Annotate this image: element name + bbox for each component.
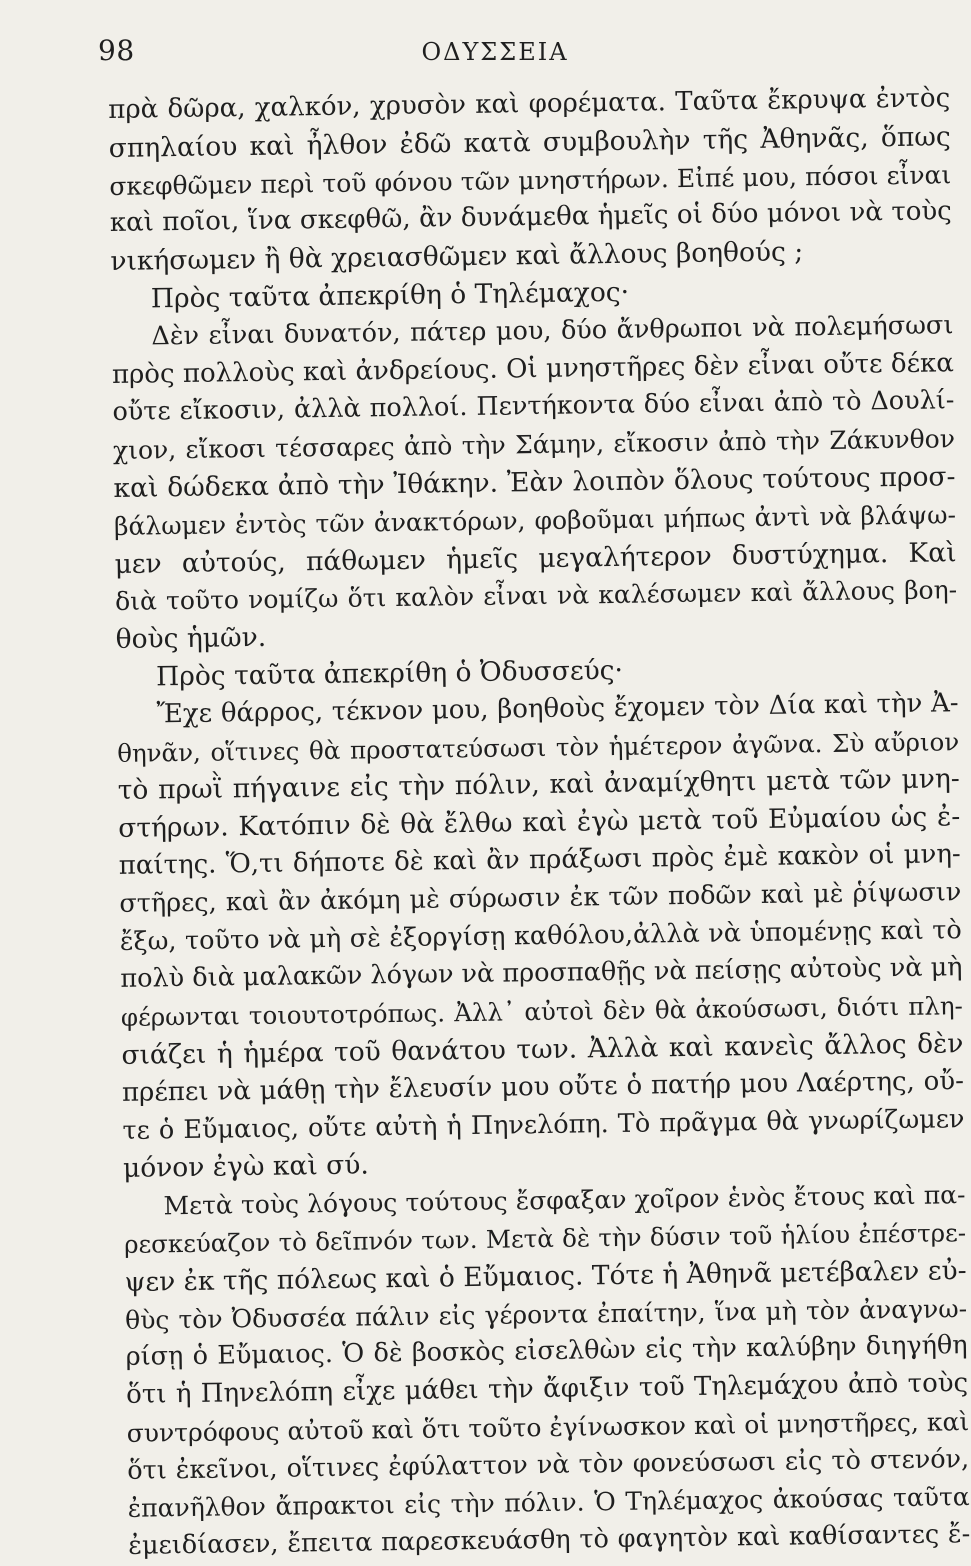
- text-line: συντρόφους αὐτοῦ καὶ ὅτι τοῦτο ἐγίνωσκον καὶ οἱ μνηστῆρες, καὶ: [126, 1406, 970, 1448]
- text-line: διὰ τοῦτο νομίζω ὅτι καλὸν εἶναι νὰ καλέσωμεν καὶ ἄλλους βοη-: [114, 575, 958, 617]
- text-line: ἐμειδίασεν, ἔπειτα παρεσκευάσθη τὸ φαγητὸν καὶ καθίσαντες ἔ-: [128, 1519, 971, 1562]
- running-title: ΟΔΥΣΣΕΙΑ: [421, 38, 569, 66]
- text-line: πρὸς πολλοὺς καὶ ἀνδρείους. Οἱ μνηστῆρες δὲν εἶναι οὔτε δέκα: [111, 347, 955, 390]
- text-line: παίτης. Ὅ,τι δήποτε δὲ καὶ ἂν πράξωσι πρὸς ἐμὲ κακὸν οἱ μνη-: [118, 839, 961, 881]
- text-line: ἔξω, τοῦτο νὰ μὴ σὲ ἐξοργίσῃ καθόλου,ἀλλὰ νὰ ὑπομένῃς καὶ τὸ: [119, 914, 962, 957]
- text-line: θηνᾶν, οἵτινες θὰ προστατεύσωσι τὸν ἡμέτερον ἀγῶνα. Σὺ αὔριον: [117, 726, 960, 768]
- text-line: στῆρες, καὶ ἂν ἀκόμη μὲ σύρωσιν ἐκ τῶν ποδῶν καὶ μὲ ῥίψωσιν: [119, 876, 962, 919]
- text-line: βάλωμεν ἐντὸς τῶν ἀνακτόρων, φοβοῦμαι μήπως ἀντὶ νὰ βλάψω-: [113, 499, 957, 541]
- text-line: ὅτι ἐκεῖνοι, οἵτινες ἐφύλαττον νὰ τὸν φονεύσωσι εἰς τὸ στενόν,: [127, 1443, 970, 1486]
- text-line: στήρων. Κατόπιν δὲ θὰ ἔλθω καὶ ἐγὼ μετὰ τοῦ Εὐμαίου ὡς ἐ-: [118, 801, 961, 845]
- text-line: καὶ δώδεκα ἀπὸ τὴν Ἰθάκην. Ἐὰν λοιπὸν ὅλους τούτους προσ-: [113, 461, 956, 504]
- text-line: ψεν ἐκ τῆς πόλεως καὶ ὁ Εὔμαιος. Τότε ἡ Ἀθηνᾶ μετέβαλεν εὐ-: [124, 1254, 967, 1298]
- text-line: Πρὸς ταῦτα ἀπεκρίθη ὁ Τηλέμαχος·: [150, 276, 630, 315]
- text-line: μεν αὐτούς, πάθωμεν ἡμεῖς μεγαλήτερον δυστύχημα. Καὶ: [114, 536, 957, 580]
- text-line: τὸ πρωῒ πήγαινε εἰς τὴν πόλιν, καὶ ἀναμίχθητι μετὰ τῶν μνη-: [117, 763, 960, 807]
- body-text: [108, 80, 970, 1566]
- text-line: ὅτι ἡ Πηνελόπη εἶχε μάθει τὴν ἄφιξιν τοῦ Τηλεμάχου ἀπὸ τοὺς: [125, 1368, 969, 1410]
- text-line: πρὰ δῶρα, χαλκόν, χρυσὸν καὶ φορέματα. Ταῦτα ἔκρυψα ἐντὸς: [108, 83, 951, 125]
- text-line: ρεσκεύαζον τὸ δεῖπνόν των. Μετὰ δὲ τὴν δύσιν τοῦ ἡλίου ἐπέστρε-: [123, 1218, 967, 1259]
- text-line: Μετὰ τοὺς λόγους τούτους ἔσφαξαν χοῖρον ἑνὸς ἔτους καὶ πα-: [163, 1180, 966, 1221]
- text-line: φέρωνται τοιουτοτρόπως. Ἀλλ᾿ αὐτοὶ δὲν θὰ ἀκούσωσι, διότι πλη-: [120, 991, 964, 1033]
- text-line: σκεφθῶμεν περὶ τοῦ φόνου τῶν μνηστήρων. Εἰπέ μου, πόσοι εἶναι: [109, 159, 952, 201]
- text-line: νικήσωμεν ἢ θὰ χρειασθῶμεν καὶ ἄλλους βοηθούς ;: [110, 236, 804, 278]
- text-line: οὔτε εἴκοσιν, ἀλλὰ πολλοί. Πεντήκοντα δύο εἶναι ἀπὸ τὸ Δουλί-: [112, 385, 955, 428]
- text-line: καὶ ποῖοι, ἵνα σκεφθῶ, ἂν δυνάμεθα ἡμεῖς οἱ δύο μόνοι νὰ τοὺς: [109, 196, 952, 239]
- page-number: 98: [98, 34, 135, 67]
- text-line: σπηλαίου καὶ ἦλθον ἐδῶ κατὰ συμβουλὴν τῆς Ἀθηνᾶς, ὅπως: [108, 121, 951, 164]
- text-line: σιάζει ἡ ἡμέρα τοῦ θανάτου των. Ἀλλὰ καὶ κανεὶς ἄλλος δὲν: [121, 1028, 964, 1071]
- text-line: Δὲν εἶναι δυνατόν, πάτερ μου, δύο ἄνθρωποι νὰ πολεμήσωσι: [151, 310, 954, 352]
- text-line: τε ὁ Εὔμαιος, οὔτε αὐτὴ ἡ Πηνελόπη. Τὸ πρᾶγμα θὰ γνωρίζωμεν: [122, 1103, 965, 1146]
- text-line: χιον, εἴκοσι τέσσαρες ἀπὸ τὴν Σάμην, εἴκοσιν ἀπὸ τὴν Ζάκυνθον: [112, 424, 956, 466]
- text-line: πρέπει νὰ μάθῃ τὴν ἔλευσίν μου οὔτε ὁ πατήρ μου Λαέρτης, οὔ-: [121, 1065, 965, 1108]
- text-line: θοὺς ἡμῶν.: [115, 622, 267, 656]
- text-line: ρίσῃ ὁ Εὔμαιος. Ὁ δὲ βοσκὸς εἰσελθὼν εἰς τὴν καλύβην διηγήθη: [125, 1330, 968, 1373]
- text-line: μόνον ἐγὼ καὶ σύ.: [122, 1149, 369, 1185]
- page-header: [0, 28, 971, 68]
- text-line: πολὺ διὰ μαλακῶν λόγων νὰ προσπαθῇς νὰ πείσῃς αὐτοὺς νὰ μὴ: [120, 952, 963, 995]
- text-line: ἐπανῆλθον ἄπρακτοι εἰς τὴν πόλιν. Ὁ Τηλέμαχος ἀκούσας ταῦτα: [127, 1482, 970, 1524]
- text-line: θὺς τὸν Ὀδυσσέα πάλιν εἰς γέροντα ἐπαίτην, ἵνα μὴ τὸν ἀναγνω-: [124, 1293, 968, 1335]
- text-line: Ἔχε θάρρος, τέκνον μου, βοηθοὺς ἔχομεν τὸν Δία καὶ τὴν Ἀ-: [156, 687, 959, 730]
- text-line: Πρὸς ταῦτα ἀπεκρίθη ὁ Ὀδυσσεύς·: [155, 654, 624, 693]
